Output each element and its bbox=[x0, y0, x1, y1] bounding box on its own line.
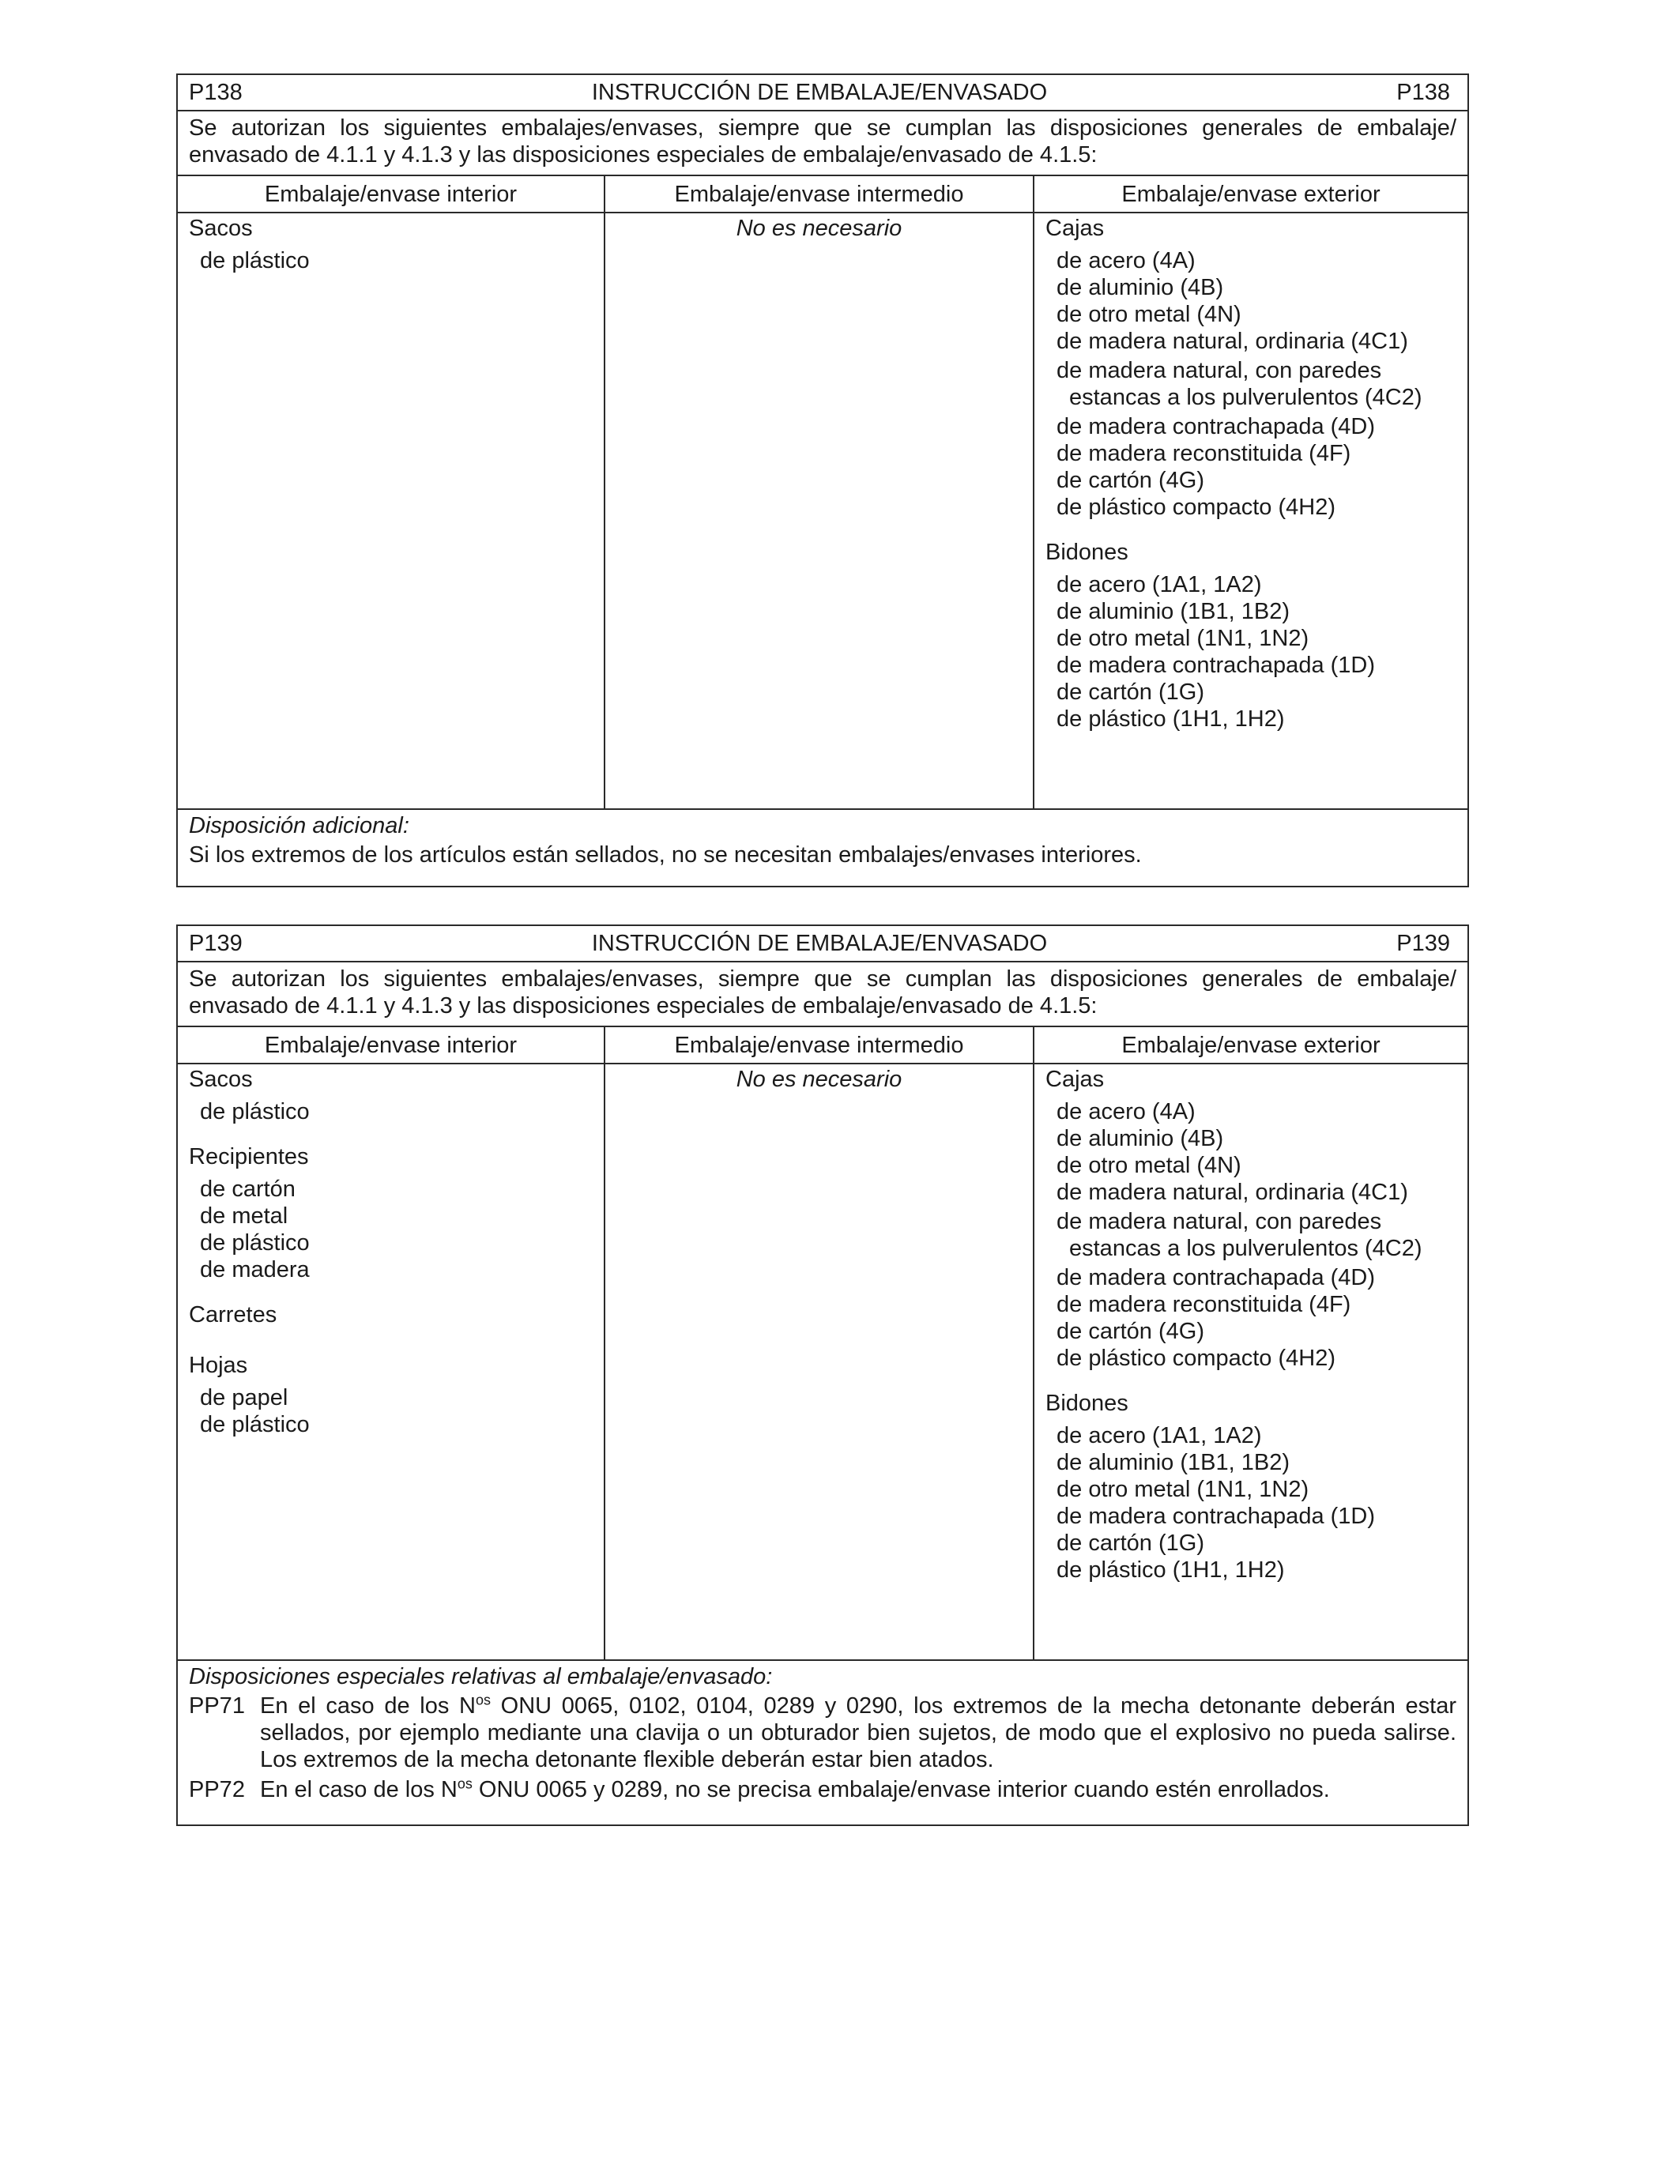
list-item: de otro metal (1N1, 1N2) bbox=[1057, 1477, 1309, 1502]
list-item: de cartón (4G) bbox=[1057, 1319, 1204, 1344]
list-item: de papel bbox=[200, 1385, 288, 1410]
additional-provision-heading: Disposición adicional: bbox=[189, 813, 409, 838]
provision-text-part: ONU 0065, 0102, 0104, 0289 y 0290, los extremos de la mecha detonante deberán estar sellados, por ejemplo mediante una clavija o un obturador bien sujetos, de modo que el explosivo no pueda salirse. Los extremos de la mecha detonante flexible deberán estar bien atados. bbox=[260, 1693, 1456, 1772]
list-item: de madera contrachapada (1D) bbox=[1057, 1504, 1376, 1529]
column-header-outer: Embalaje/envase exterior bbox=[1121, 181, 1381, 207]
instruction-intro: Se autorizan los siguientes embalajes/envases, siempre que se cumplan las disposiciones generales de embalaje/ envasado de 4.1.1 y 4.1.3 y las disposiciones especiales de embalaje/envasado de 4.1.5: bbox=[178, 111, 1467, 176]
provision-text-part: En el caso de los N bbox=[260, 1777, 458, 1802]
provision-code: PP72 bbox=[189, 1777, 245, 1802]
provision-text bbox=[260, 1693, 1456, 1773]
packing-instruction-p139 bbox=[176, 924, 1469, 1826]
list-item: de acero (4A) bbox=[1057, 1099, 1196, 1124]
group-heading-sacos: Sacos bbox=[189, 216, 253, 241]
group-heading-cajas: Cajas bbox=[1045, 216, 1105, 241]
instruction-intro: Se autorizan los siguientes embalajes/envases, siempre que se cumplan las disposiciones generales de embalaje/ envasado de 4.1.1 y 4.1.3 y las disposiciones especiales de embalaje/envasado de 4.1.5: bbox=[178, 962, 1467, 1027]
list-item: de cartón bbox=[200, 1177, 296, 1202]
group-heading-hojas: Hojas bbox=[189, 1353, 248, 1378]
list-item: de aluminio (1B1, 1B2) bbox=[1057, 599, 1290, 624]
list-item: de plástico bbox=[200, 1099, 310, 1124]
instruction-title-row bbox=[178, 926, 1467, 962]
provision-pp72 bbox=[189, 1776, 1456, 1803]
list-item: de acero (1A1, 1A2) bbox=[1057, 1423, 1262, 1448]
instruction-title: INSTRUCCIÓN DE EMBALAJE/ENVASADO bbox=[591, 931, 1048, 956]
list-item: de madera reconstituida (4F) bbox=[1057, 1292, 1351, 1317]
intermediate-packaging-cell: No es necesario bbox=[605, 1064, 1034, 1659]
list-item: de plástico bbox=[200, 1230, 310, 1256]
list-item: de madera contrachapada (4D) bbox=[1057, 1265, 1376, 1290]
list-item: de madera contrachapada (1D) bbox=[1057, 653, 1376, 678]
list-item: de plástico (1H1, 1H2) bbox=[1057, 1557, 1285, 1583]
group-heading-recipientes: Recipientes bbox=[189, 1144, 309, 1169]
instruction-code-left: P138 bbox=[189, 80, 243, 105]
group-heading-bidones: Bidones bbox=[1045, 540, 1128, 565]
list-item-continuation: estancas a los pulverulentos (4C2) bbox=[1069, 385, 1422, 410]
list-item: de madera natural, ordinaria (4C1) bbox=[1057, 329, 1408, 354]
list-item-continuation: estancas a los pulverulentos (4C2) bbox=[1069, 1236, 1422, 1261]
list-item: de madera contrachapada (4D) bbox=[1057, 414, 1376, 439]
provision-code: PP71 bbox=[189, 1693, 245, 1719]
provision-text-part: ONU 0065 y 0289, no se precisa embalaje/envase interior cuando estén enrollados. bbox=[472, 1777, 1330, 1802]
packaging-columns bbox=[178, 213, 1467, 810]
list-item bbox=[1045, 357, 1456, 411]
instruction-code-right: P138 bbox=[1396, 80, 1450, 105]
list-item: de otro metal (4N) bbox=[1057, 302, 1241, 327]
column-header-intermediate: Embalaje/envase intermedio bbox=[605, 176, 1034, 212]
list-item: de cartón (4G) bbox=[1057, 468, 1204, 493]
intermediate-packaging-cell: No es necesario bbox=[605, 213, 1034, 808]
list-item: de plástico bbox=[200, 1412, 310, 1437]
instruction-code-left: P139 bbox=[189, 931, 243, 956]
packaging-columns bbox=[178, 1064, 1467, 1661]
additional-provision bbox=[178, 810, 1467, 868]
list-item: de aluminio (4B) bbox=[1057, 1126, 1224, 1151]
special-provisions bbox=[178, 1661, 1467, 1803]
packing-instruction-p138 bbox=[176, 73, 1469, 887]
column-header-inner: Embalaje/envase interior bbox=[178, 176, 605, 212]
list-item-line: de madera natural, con paredes bbox=[1057, 358, 1382, 383]
provision-pp71 bbox=[189, 1693, 1456, 1773]
list-item: de plástico (1H1, 1H2) bbox=[1057, 706, 1285, 732]
group-heading-sacos: Sacos bbox=[189, 1067, 253, 1092]
instruction-code-right: P139 bbox=[1396, 931, 1450, 956]
inner-packaging-cell bbox=[178, 213, 605, 808]
column-headers bbox=[178, 176, 1467, 213]
list-item: de acero (1A1, 1A2) bbox=[1057, 572, 1262, 597]
column-header-inner: Embalaje/envase interior bbox=[178, 1027, 605, 1063]
list-item: de metal bbox=[200, 1203, 288, 1229]
additional-provision-text: Si los extremos de los artículos están sellados, no se necesitan embalajes/envases interiores. bbox=[189, 842, 1142, 868]
list-item bbox=[1045, 1208, 1456, 1262]
column-header-intermediate: Embalaje/envase intermedio bbox=[605, 1027, 1034, 1063]
special-provisions-heading: Disposiciones especiales relativas al embalaje/envasado: bbox=[189, 1664, 773, 1689]
instruction-title-row bbox=[178, 75, 1467, 111]
list-item: de aluminio (4B) bbox=[1057, 275, 1224, 300]
list-item: de acero (4A) bbox=[1057, 248, 1196, 273]
list-item: de plástico compacto (4H2) bbox=[1057, 1346, 1335, 1371]
list-item: de aluminio (1B1, 1B2) bbox=[1057, 1450, 1290, 1475]
provision-text-part: En el caso de los N bbox=[260, 1693, 476, 1719]
outer-packaging-cell bbox=[1034, 213, 1467, 808]
column-headers bbox=[178, 1027, 1467, 1064]
list-item: de cartón (1G) bbox=[1057, 1531, 1204, 1556]
inner-packaging-cell bbox=[178, 1064, 605, 1659]
superscript: os bbox=[457, 1775, 473, 1792]
instruction-title: INSTRUCCIÓN DE EMBALAJE/ENVASADO bbox=[591, 80, 1048, 105]
column-header-outer: Embalaje/envase exterior bbox=[1121, 1032, 1381, 1058]
group-heading-cajas: Cajas bbox=[1045, 1067, 1105, 1092]
group-heading-carretes: Carretes bbox=[189, 1302, 277, 1327]
list-item-line: de madera natural, con paredes bbox=[1057, 1209, 1382, 1234]
provision-text bbox=[260, 1776, 1456, 1803]
list-item: de plástico compacto (4H2) bbox=[1057, 495, 1335, 520]
list-item: de madera reconstituida (4F) bbox=[1057, 441, 1351, 466]
list-item: de otro metal (4N) bbox=[1057, 1153, 1241, 1178]
outer-packaging-cell bbox=[1034, 1064, 1467, 1659]
list-item: de plástico bbox=[200, 248, 310, 273]
superscript: os bbox=[475, 1692, 491, 1708]
list-item: de madera bbox=[200, 1257, 310, 1282]
list-item: de cartón (1G) bbox=[1057, 680, 1204, 705]
group-heading-bidones: Bidones bbox=[1045, 1391, 1128, 1416]
list-item: de madera natural, ordinaria (4C1) bbox=[1057, 1180, 1408, 1205]
list-item: de otro metal (1N1, 1N2) bbox=[1057, 626, 1309, 651]
